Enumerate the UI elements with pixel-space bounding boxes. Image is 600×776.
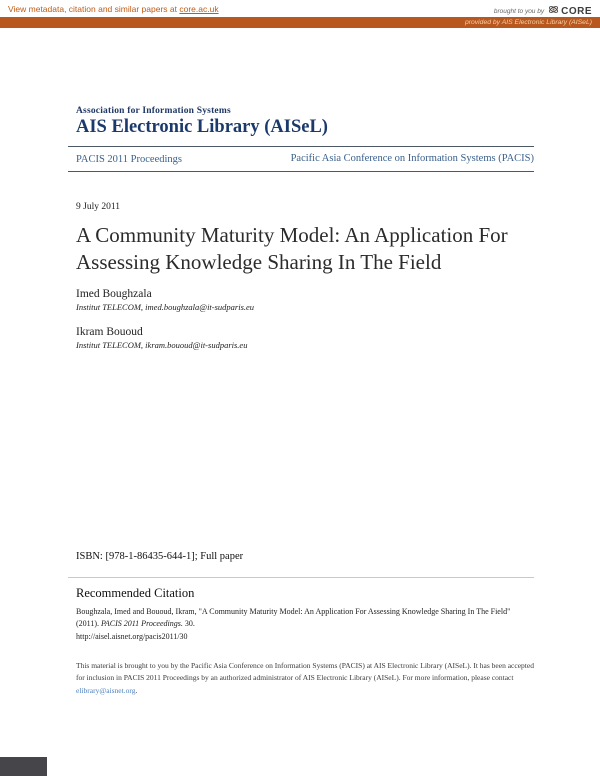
citation-heading: Recommended Citation [76,586,195,600]
citation-url: http://aisel.aisnet.org/pacis2011/30 [76,631,188,641]
author-name: Ikram Bououd [76,326,143,338]
proceedings-band [68,147,534,171]
org-name: Association for Information Systems [76,106,231,116]
author-entry [76,288,516,312]
provided-by-bar [0,17,600,28]
elibrary-contact-link[interactable]: elibrary@aisnet.org [76,685,136,695]
citation-text-part: Boughzala, Imed and Bououd, Ikram, "A Community Maturity Model: An Application For Assessing Knowledge Sharing In The Field" (2011). [76,607,511,629]
provided-by-text: provided by AIS Electronic Library (AISeL) [464,19,592,26]
brought-by-text: brought to you by [493,7,545,15]
author-affiliation: Institut TELECOM, imed.boughzala@it-sudparis.eu [76,302,255,312]
core-banner [0,0,600,17]
isbn-line: ISBN: [978-1-86435-644-1]; Full paper [76,551,244,562]
core-wordmark: CORE [561,5,592,17]
author-entry [76,326,516,350]
citation-divider [68,577,534,578]
metadata-text: View metadata, citation and similar papers at [8,4,177,14]
publication-date: 9 July 2011 [76,202,120,212]
citation-text [76,606,534,631]
author-affiliation: Institut TELECOM, ikram.bououd@it-sudparis.eu [76,340,248,350]
footer-notice [76,660,534,697]
citation-text-part: 30. [182,619,195,629]
author-list [76,288,516,350]
citation-proceedings-italic: PACIS 2011 Proceedings. [101,619,183,629]
series-title: PACIS 2011 Proceedings [76,153,182,165]
library-title: AIS Electronic Library (AISeL) [76,117,328,137]
conference-title: Pacific Asia Conference on Information Systems (PACIS) [290,153,534,164]
author-name: Imed Boughzala [76,288,152,300]
header-divider-bottom [68,171,534,172]
bottom-left-dark-box [0,757,47,776]
library-header [68,106,534,172]
paper-title: A Community Maturity Model: An Application For Assessing Knowledge Sharing In The Field [76,223,508,274]
footer-text-part: . [135,685,138,695]
core-link[interactable]: core.ac.uk [179,4,219,14]
recommended-citation-section [76,586,534,641]
footer-text-part: This material is brought to you by the Pacific Asia Conference on Information Systems (PACIS) at AIS Electronic Library (AISeL). It has been accepted for inclusion in PACIS 2011 Proceedings by an authorized administrator of AIS Electronic Library (AISeL). For more information, please contact [76,661,534,683]
metadata-notice [8,4,219,14]
